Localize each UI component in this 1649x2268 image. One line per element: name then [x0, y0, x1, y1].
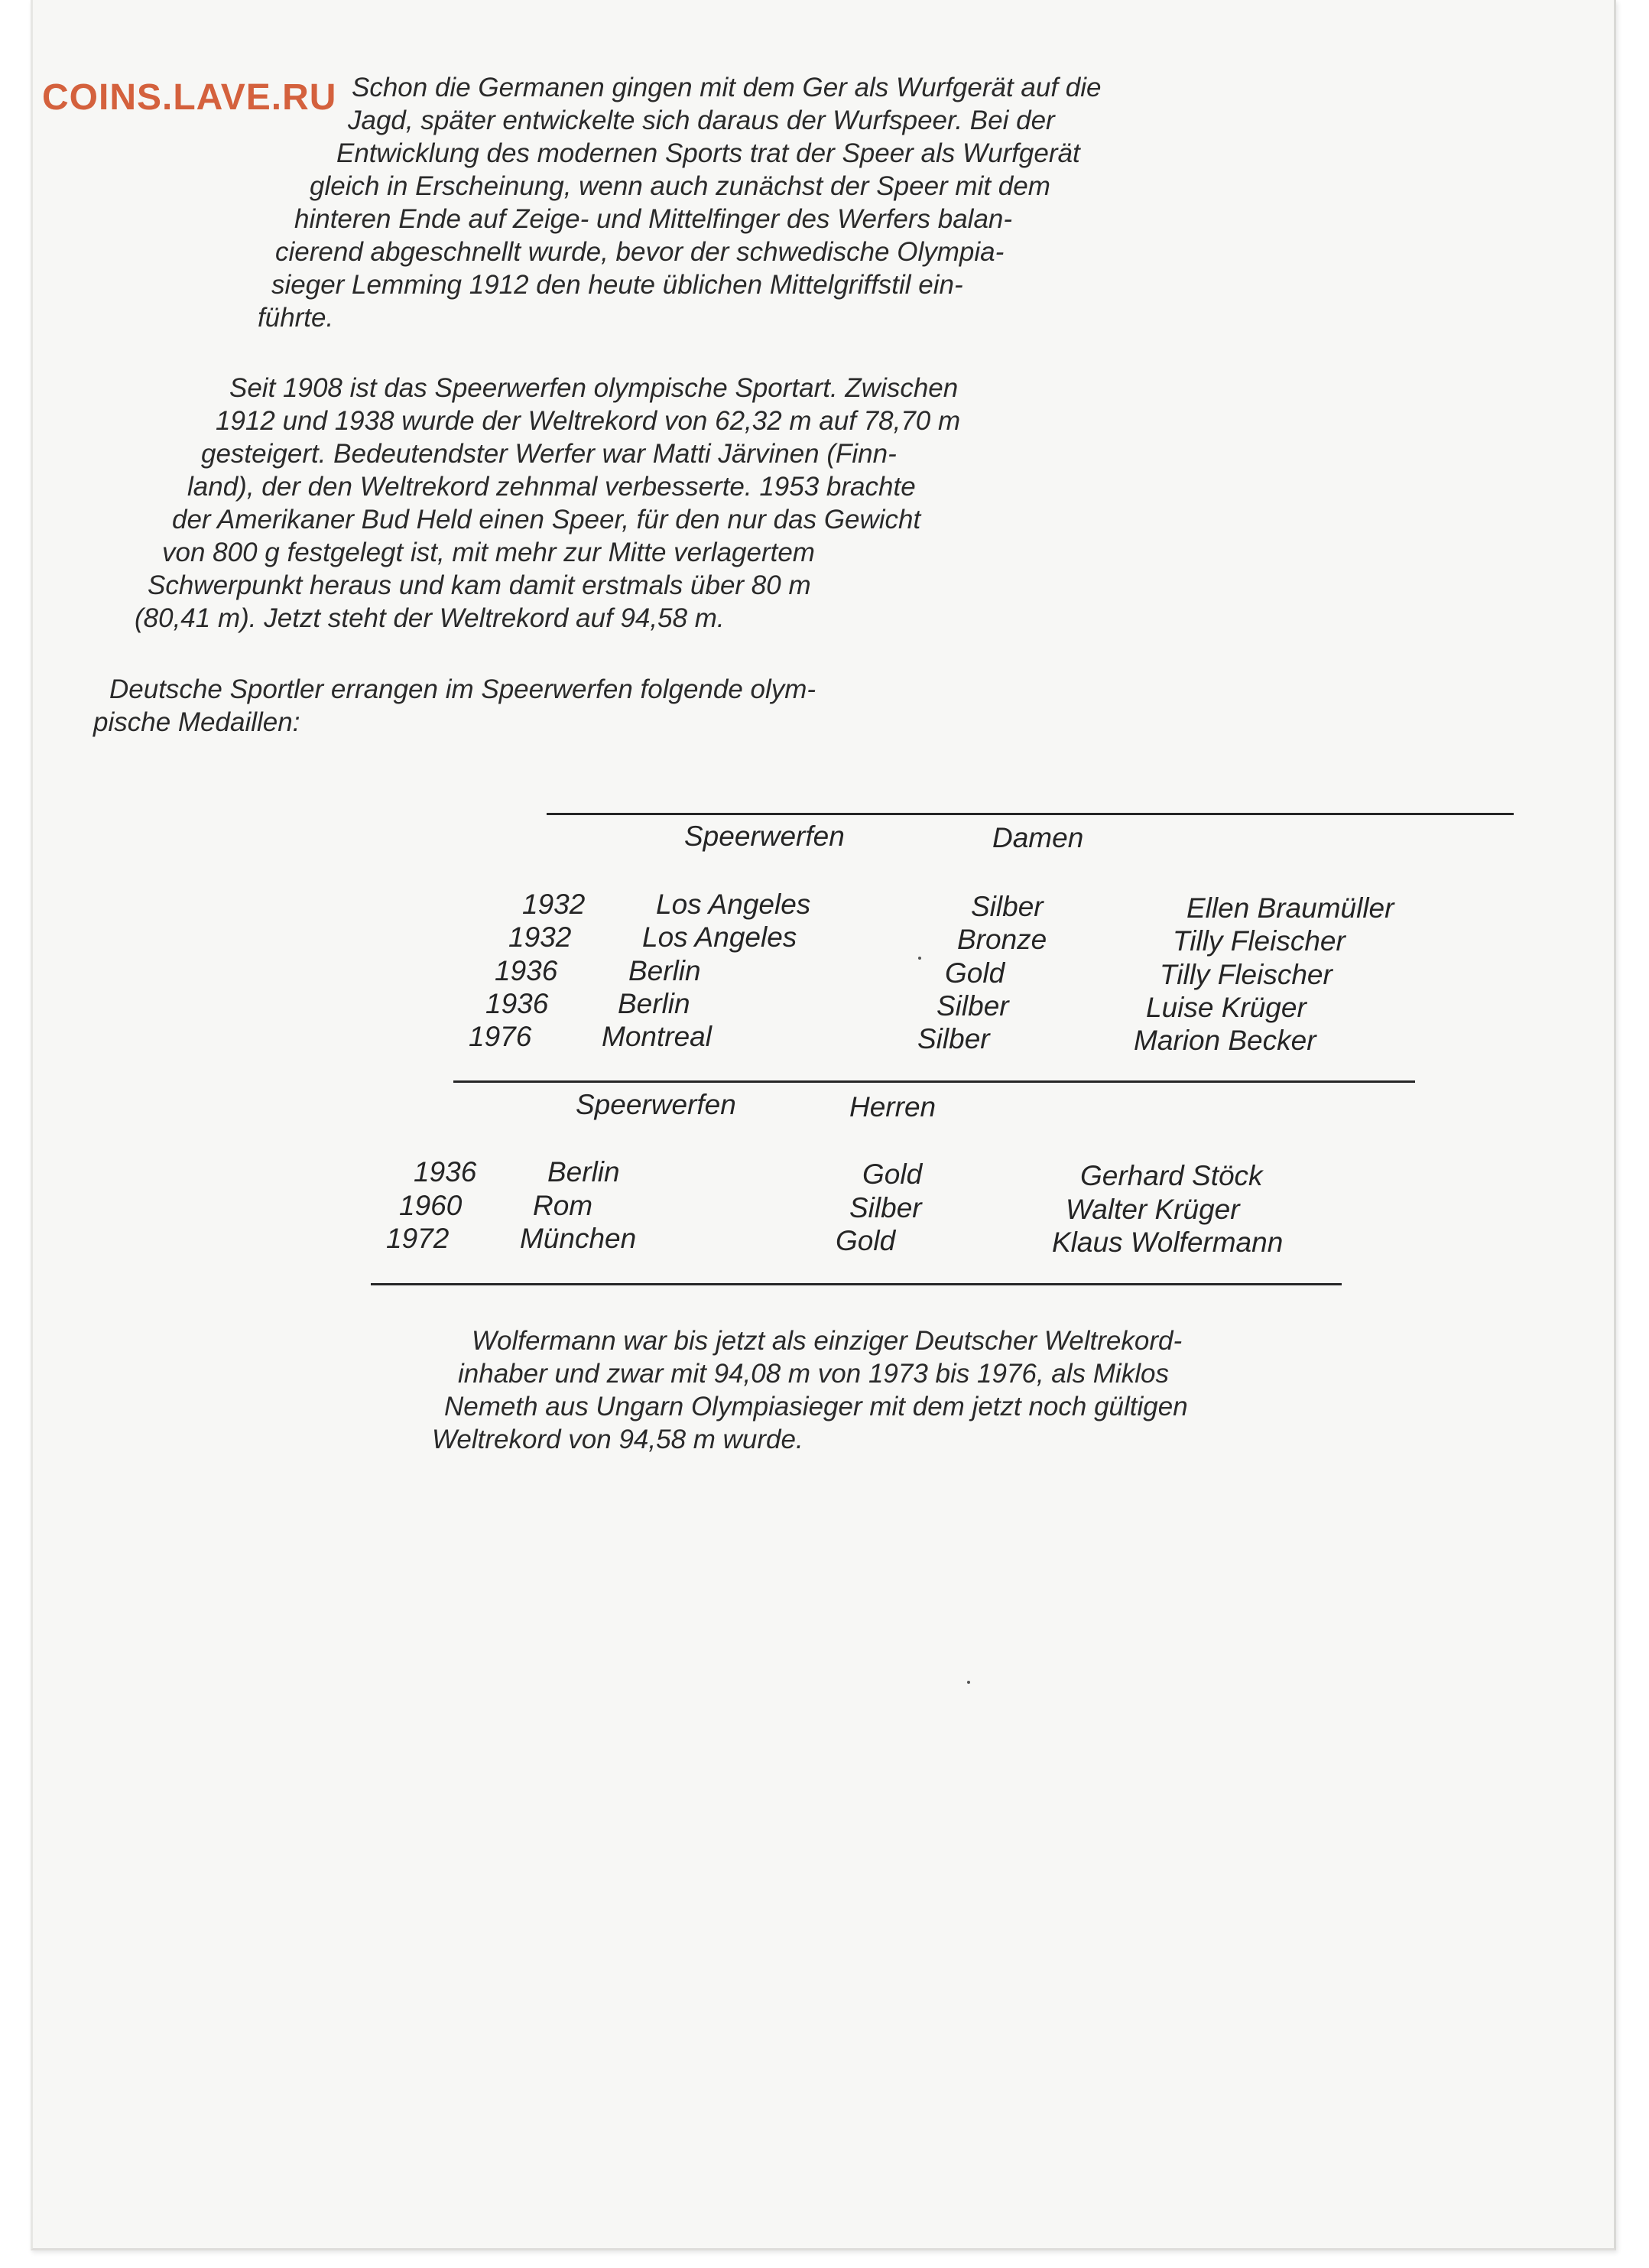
- athlete-cell: Tilly Fleischer: [1160, 959, 1333, 990]
- print-speck: [918, 957, 921, 960]
- city-cell: München: [520, 1223, 637, 1254]
- medal-cell: Silber: [849, 1192, 922, 1223]
- intro-p1-line: hinteren Ende auf Zeige- und Mittelfinger des Werfers balan-: [294, 204, 1013, 234]
- year-cell: 1972: [386, 1223, 450, 1254]
- table-rule-top: [547, 813, 1514, 815]
- intro-p1-line: cierend abgeschnellt wurde, bevor der schwedische Olympia-: [275, 237, 1005, 267]
- year-cell: 1960: [399, 1190, 463, 1221]
- table-rule-middle: [453, 1080, 1415, 1083]
- intro-p2-line: gesteigert. Bedeutendster Werfer war Matti Järvinen (Finn-: [201, 439, 897, 469]
- table-rule-bottom: [371, 1283, 1342, 1285]
- intro-p1-line: führte.: [258, 303, 334, 333]
- athlete-cell: Tilly Fleischer: [1173, 925, 1345, 957]
- athlete-cell: Gerhard Stöck: [1080, 1160, 1263, 1191]
- document-card: [31, 0, 1616, 2250]
- closing-line: inhaber und zwar mit 94,08 m von 1973 bis 1976, als Miklos: [458, 1359, 1169, 1389]
- year-cell: 1932: [508, 921, 572, 953]
- damen-category: Damen: [992, 822, 1084, 853]
- medal-cell: Silber: [936, 990, 1009, 1022]
- damen-heading: Speerwerfen: [684, 820, 845, 852]
- intro-p3-line: Deutsche Sportler errangen im Speerwerfen folgende olym-: [109, 674, 816, 704]
- medal-cell: Bronze: [957, 924, 1047, 955]
- city-cell: Montreal: [602, 1021, 712, 1052]
- intro-p2-line: Seit 1908 ist das Speerwerfen olympische Sportart. Zwischen: [229, 373, 959, 403]
- year-cell: 1932: [522, 889, 586, 920]
- herren-heading: Speerwerfen: [576, 1089, 736, 1120]
- city-cell: Berlin: [547, 1156, 620, 1188]
- intro-p1-line: sieger Lemming 1912 den heute üblichen Mittelgriffstil ein-: [271, 270, 963, 300]
- closing-line: Weltrekord von 94,58 m wurde.: [432, 1425, 803, 1454]
- athlete-cell: Klaus Wolfermann: [1052, 1227, 1284, 1258]
- intro-p2-line: Schwerpunkt heraus und kam damit erstmals über 80 m: [148, 570, 811, 600]
- medal-cell: Gold: [862, 1158, 923, 1190]
- city-cell: Berlin: [618, 988, 690, 1019]
- city-cell: Los Angeles: [642, 921, 797, 953]
- year-cell: 1976: [469, 1021, 532, 1052]
- year-cell: 1936: [495, 955, 558, 986]
- print-speck: [967, 1681, 970, 1684]
- medal-cell: Silber: [917, 1023, 990, 1054]
- intro-p2-line: der Amerikaner Bud Held einen Speer, für den nur das Gewicht: [172, 505, 921, 535]
- intro-p1-line: Entwicklung des modernen Sports trat der Speer als Wurfgerät: [336, 138, 1080, 168]
- athlete-cell: Luise Krüger: [1146, 992, 1307, 1023]
- intro-p2-line: (80,41 m). Jetzt steht der Weltrekord auf 94,58 m.: [135, 603, 725, 633]
- athlete-cell: Walter Krüger: [1066, 1194, 1240, 1225]
- city-cell: Berlin: [628, 955, 701, 986]
- medal-cell: Gold: [836, 1225, 896, 1256]
- herren-category: Herren: [849, 1091, 936, 1123]
- intro-p3-line: pische Medaillen:: [93, 707, 300, 737]
- year-cell: 1936: [414, 1156, 477, 1188]
- intro-p2-line: 1912 und 1938 wurde der Weltrekord von 62,32 m auf 78,70 m: [216, 406, 961, 436]
- year-cell: 1936: [485, 988, 549, 1019]
- medal-cell: Gold: [945, 957, 1005, 989]
- athlete-cell: Marion Becker: [1134, 1025, 1316, 1056]
- intro-p1-line: Schon die Germanen gingen mit dem Ger als Wurfgerät auf die: [352, 73, 1102, 102]
- city-cell: Rom: [533, 1190, 593, 1221]
- athlete-cell: Ellen Braumüller: [1186, 892, 1394, 924]
- city-cell: Los Angeles: [656, 889, 811, 920]
- watermark: COINS.LAVE.RU: [42, 77, 337, 118]
- intro-p2-line: land), der den Weltrekord zehnmal verbesserte. 1953 brachte: [187, 472, 916, 502]
- closing-line: Nemeth aus Ungarn Olympiasieger mit dem jetzt noch gültigen: [444, 1392, 1188, 1422]
- closing-line: Wolfermann war bis jetzt als einziger Deutscher Weltrekord-: [472, 1326, 1183, 1356]
- medal-cell: Silber: [971, 891, 1044, 922]
- intro-p1-line: gleich in Erscheinung, wenn auch zunächst der Speer mit dem: [310, 171, 1050, 201]
- intro-p2-line: von 800 g festgelegt ist, mit mehr zur Mitte verlagertem: [162, 538, 815, 567]
- intro-p1-line: Jagd, später entwickelte sich daraus der Wurfspeer. Bei der: [348, 106, 1055, 135]
